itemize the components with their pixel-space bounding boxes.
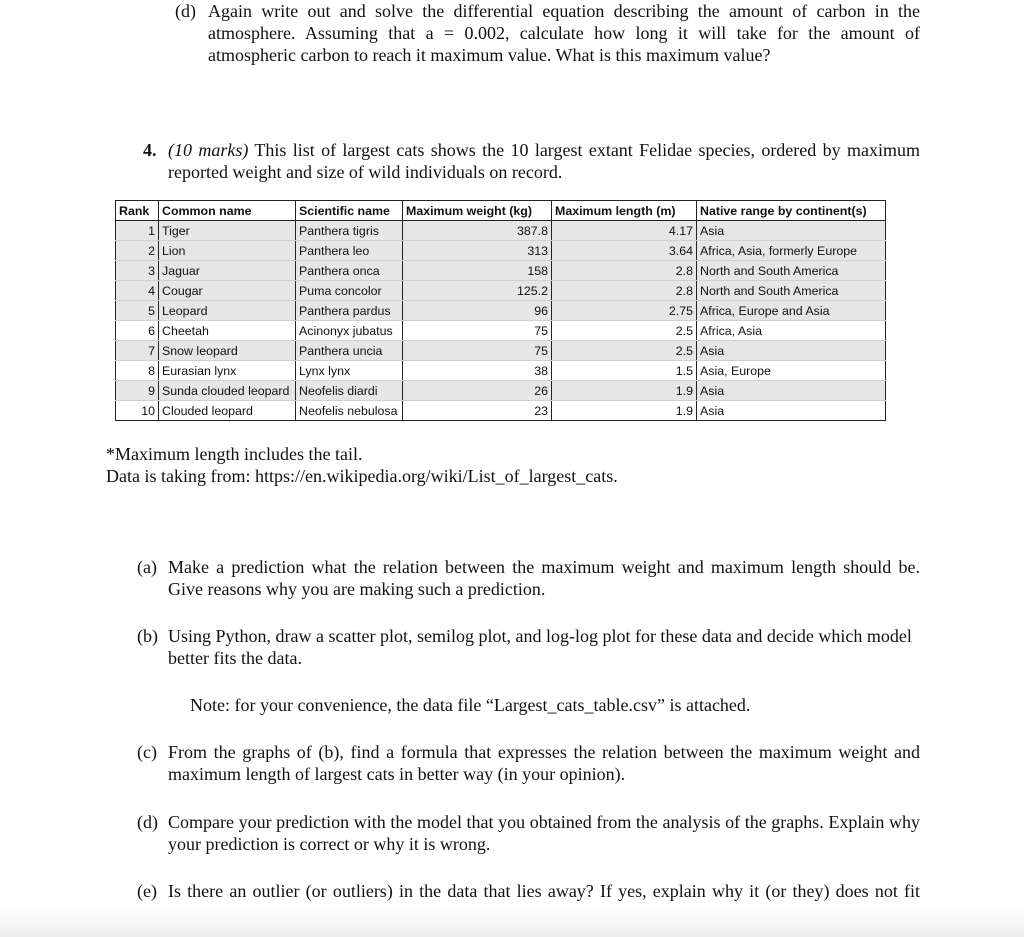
cell-rank: 4 — [116, 281, 159, 301]
cell-rank: 2 — [116, 241, 159, 261]
cell-scientific-name: Panthera pardus — [296, 301, 403, 321]
part-d-top — [175, 0, 920, 90]
cell-common-name: Eurasian lynx — [159, 361, 296, 381]
cell-max-weight: 23 — [403, 401, 552, 421]
cell-scientific-name: Neofelis nebulosa — [296, 401, 403, 421]
cell-scientific-name: Panthera uncia — [296, 341, 403, 361]
part-d-top-text: Again write out and solve the differential equation describing the amount of carbon in the atmosphere. Assuming that a = 0.002, calculate how long it will take for the amount of atmospheric carbon to reach it maximum value. What is this maximum value? — [208, 1, 920, 65]
table-row — [116, 241, 886, 261]
cell-max-length: 2.75 — [552, 301, 697, 321]
cell-max-weight: 313 — [403, 241, 552, 261]
subpart-e-text: Is there an outlier (or outliers) in the data that lies away? If yes, explain why it (or they) does not fit — [168, 881, 920, 901]
subpart-a-label: (a) — [137, 557, 157, 577]
cell-max-weight: 38 — [403, 361, 552, 381]
header-max-weight: Maximum weight (kg) — [403, 201, 552, 221]
cell-rank: 9 — [116, 381, 159, 401]
cell-common-name: Lion — [159, 241, 296, 261]
cell-common-name: Sunda clouded leopard — [159, 381, 296, 401]
header-native-range: Native range by continent(s) — [697, 201, 886, 221]
table-row — [116, 381, 886, 401]
cell-max-length: 4.17 — [552, 221, 697, 241]
subpart-b-label: (b) — [137, 626, 158, 646]
subpart-a — [137, 556, 920, 602]
note-data-source: Data is taking from: https://en.wikipedia.org/wiki/List_of_largest_cats. — [106, 466, 618, 486]
cell-rank: 5 — [116, 301, 159, 321]
cell-native-range: Africa, Europe and Asia — [697, 301, 886, 321]
cell-scientific-name: Puma concolor — [296, 281, 403, 301]
header-scientific-name: Scientific name — [296, 201, 403, 221]
cell-max-length: 2.8 — [552, 261, 697, 281]
note-length-includes-tail: *Maximum length includes the tail. — [106, 444, 363, 464]
subpart-d-text: Compare your prediction with the model that you obtained from the analysis of the graphs. Explain why your prediction is correct or why it is wrong. — [168, 812, 920, 854]
cell-max-weight: 75 — [403, 321, 552, 341]
cell-scientific-name: Neofelis diardi — [296, 381, 403, 401]
subpart-a-text: Make a prediction what the relation between the maximum weight and maximum length should be. Give reasons why you are making such a prediction. — [168, 557, 920, 599]
question-4 — [143, 139, 920, 185]
cell-scientific-name: Acinonyx jubatus — [296, 321, 403, 341]
cell-max-length: 2.8 — [552, 281, 697, 301]
cell-common-name: Clouded leopard — [159, 401, 296, 421]
subpart-d — [137, 811, 920, 857]
cell-native-range: Asia — [697, 401, 886, 421]
cell-max-length: 2.5 — [552, 321, 697, 341]
header-rank: Rank — [116, 201, 159, 221]
table-row — [116, 401, 886, 421]
cell-max-weight: 158 — [403, 261, 552, 281]
cell-scientific-name: Lynx lynx — [296, 361, 403, 381]
subpart-c-text: From the graphs of (b), find a formula that expresses the relation between the maximum weight and maximum length of largest cats in better way (in your opinion). — [168, 742, 920, 784]
subpart-e-label: (e) — [137, 881, 157, 901]
cell-native-range: Asia — [697, 381, 886, 401]
part-d-top-label: (d) — [175, 1, 196, 21]
table-row — [116, 341, 886, 361]
header-common-name: Common name — [159, 201, 296, 221]
cell-max-weight: 75 — [403, 341, 552, 361]
cell-max-length: 1.9 — [552, 401, 697, 421]
cell-native-range: Asia — [697, 341, 886, 361]
table-header-row — [116, 201, 886, 221]
cell-rank: 10 — [116, 401, 159, 421]
cell-max-length: 1.5 — [552, 361, 697, 381]
cell-scientific-name: Panthera onca — [296, 261, 403, 281]
cell-native-range: North and South America — [697, 281, 886, 301]
largest-cats-table — [115, 200, 886, 421]
subpart-b-text: Using Python, draw a scatter plot, semilog plot, and log-log plot for these data and decide which model better fits the data. — [168, 626, 912, 668]
subpart-c — [137, 741, 920, 787]
cell-common-name: Leopard — [159, 301, 296, 321]
table-notes — [106, 443, 906, 489]
cell-scientific-name: Panthera tigris — [296, 221, 403, 241]
cell-common-name: Tiger — [159, 221, 296, 241]
cell-max-weight: 387.8 — [403, 221, 552, 241]
cell-rank: 1 — [116, 221, 159, 241]
cell-max-weight: 96 — [403, 301, 552, 321]
cell-rank: 7 — [116, 341, 159, 361]
cell-max-length: 2.5 — [552, 341, 697, 361]
table-row — [116, 281, 886, 301]
cell-native-range: Asia, Europe — [697, 361, 886, 381]
table-row — [116, 301, 886, 321]
cell-scientific-name: Panthera leo — [296, 241, 403, 261]
cell-max-length: 1.9 — [552, 381, 697, 401]
table-row — [116, 321, 886, 341]
cell-native-range: Africa, Asia, formerly Europe — [697, 241, 886, 261]
question-4-number: 4. — [143, 140, 157, 160]
table-row — [116, 361, 886, 381]
cell-max-length: 3.64 — [552, 241, 697, 261]
subpart-b — [137, 625, 920, 671]
cell-common-name: Jaguar — [159, 261, 296, 281]
cell-max-weight: 26 — [403, 381, 552, 401]
question-4-marks: (10 marks) — [168, 140, 249, 160]
question-4-body — [168, 139, 920, 183]
cell-native-range: North and South America — [697, 261, 886, 281]
table-row — [116, 221, 886, 241]
question-4-text: This list of largest cats shows the 10 largest extant Felidae species, ordered by maximum reported weight and size of wild individuals on record. — [168, 140, 920, 182]
subpart-c-label: (c) — [137, 742, 157, 762]
cell-common-name: Cheetah — [159, 321, 296, 341]
cell-common-name: Cougar — [159, 281, 296, 301]
table-row — [116, 261, 886, 281]
header-max-length: Maximum length (m) — [552, 201, 697, 221]
cell-rank: 6 — [116, 321, 159, 341]
cell-common-name: Snow leopard — [159, 341, 296, 361]
cell-rank: 3 — [116, 261, 159, 281]
bottom-shadow — [0, 905, 1024, 937]
cell-max-weight: 125.2 — [403, 281, 552, 301]
subpart-d-label: (d) — [137, 812, 158, 832]
cell-native-range: Asia — [697, 221, 886, 241]
cell-rank: 8 — [116, 361, 159, 381]
cell-native-range: Africa, Asia — [697, 321, 886, 341]
attachment-note: Note: for your convenience, the data file “Largest_cats_table.csv” is attached. — [190, 695, 751, 715]
